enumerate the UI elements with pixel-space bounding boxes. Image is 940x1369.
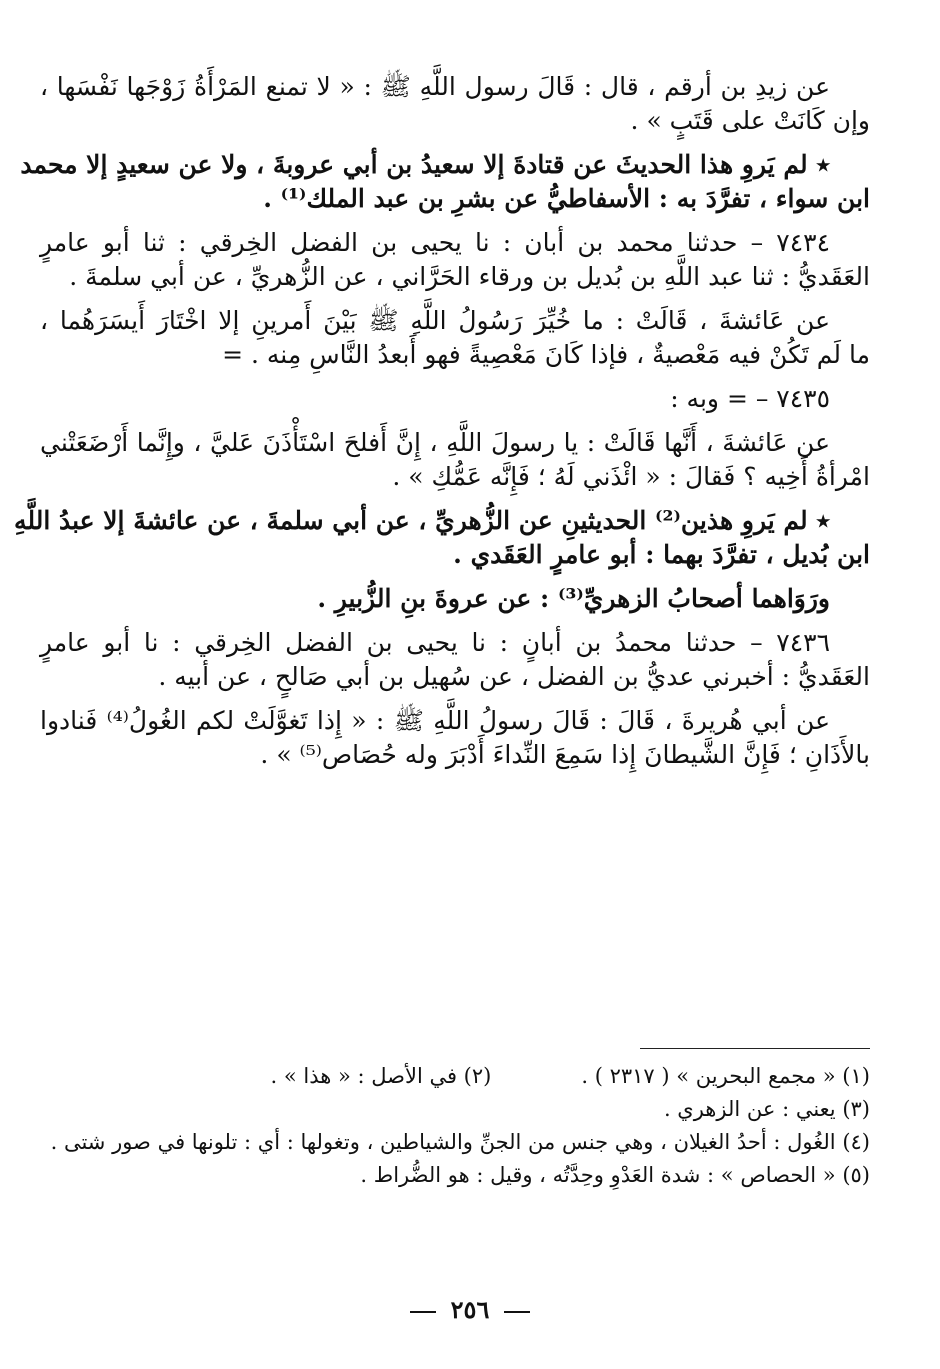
text-line: ٭ لم يَروِ هذا الحديثَ عن قتادةَ إلا سعيدُ بن أبي عروبةَ ، ولا عن سعيدٍ إلا محمد [20,150,830,179]
footnote-4: (٤) الغُول : أحدُ الغيلان ، وهي جنس من الجنِّ والشياطين ، وتغولها : أي : تلونها في صور شتى . [50,1130,870,1154]
footnote-5: (٥) « الحصاص » : شدة العَدْوِ وحِدَّتُه ، وقيل : هو الضُّراط . [360,1163,870,1187]
footnote-row [40,1060,870,1093]
footnotes [40,1060,870,1192]
page-number-value: ٢٥٦ [450,1295,490,1324]
comment-7435 [14,504,870,572]
text-line: ٧٤٣٤ – حدثنا محمد بن أبان : نا يحيى بن الفضل الخِرقي : ثنا أبو عامرٍ [40,228,830,257]
dash-right [410,1311,436,1313]
text-line: عن عَائشةَ ، قَالَتْ : ما خُيِّرَ رَسُولُ اللَّهِ ﷺ بَيْنَ أَمرينِ إلا اخْتَارَ أَيسَرَهُما ، [40,306,830,335]
dash-left [504,1311,530,1313]
page-body [14,70,870,782]
text-line: عن زيدِ بن أرقم ، قال : قَالَ رسول اللَّهِ ﷺ : « لا تمنع المَرْأَةُ زَوْجَها نَفْسَها ، [40,72,830,101]
text-line: بالأَذَانِ ؛ فَإِنَّ الشَّيطانَ إِذا سَمِعَ النِّداءَ أَدْبَرَ وله حُصَاص⁽⁵⁾ » . [260,740,870,769]
comment-7435b [40,582,870,616]
hadith-7436-isnad [40,626,870,694]
hadith-7434-isnad [40,226,870,294]
hadith-7435-isnad [40,382,870,416]
text-line: ابن سواء ، تفرَّدَ به : الأسفاطيُّ عن بشرِ بن عبد الملك⁽¹⁾ . [263,184,870,213]
text-line: العَقَديُّ : ثنا عبد اللَّهِ بن بُديل بن ورقاء الحَرَّاني ، عن الزُّهريِّ ، عن أبي سلمةَ . [69,262,870,291]
text-line: ابن بُديل ، تفرَّدَ بهما : أبو عامرٍ العَقَدي . [453,540,870,569]
hadith-7434-text [40,304,870,372]
text-line: ٭ لم يَروِ هذين⁽²⁾ الحديثينِ عن الزُّهريِّ ، عن أبي سلمةَ ، عن عائشةَ إلا عبدُ اللَّهِ [14,506,830,535]
text-line: ورَوَاهما أصحابُ الزهريِّ⁽³⁾ : عن عروةَ بنِ الزُّبيرِ . [317,584,830,613]
hadith-7433-text [40,70,870,138]
text-line: عن عَائشةَ ، أَنَّها قَالَتْ : يا رسولَ اللَّهِ ، إِنَّ أَفلحَ اسْتَأْذَنَ عَليَّ ، وإِنَّما أَرْضَعَتْني [40,428,830,457]
text-line: ٧٤٣٥ – = وبه : [670,384,830,413]
page-number [0,1295,940,1324]
text-line: امْرأةُ أَخِيه ؟ فَقالَ : « ائْذَني لَهُ ؛ فَإِنَّه عَمُّكِ » . [392,462,870,491]
text-line: عن أبي هُريرةَ ، قَالَ : قَالَ رسولُ اللَّهِ ﷺ : « إِذا تَغوَّلَتْ لكم الغُولُ⁽⁴⁾ فَنادوا [40,706,830,735]
comment-7433 [20,148,870,216]
text-line: وإن كَانَتْ على قَتَبٍ » . [630,106,870,135]
text-line: العَقَديُّ : أخبرني عديُّ بن الفضل ، عن سُهيل بن أبي صَالحٍ ، عن أبيه . [158,662,870,691]
text-line: ما لَم تَكُنْ فيه مَعْصيةٌ ، فإذا كَانَ مَعْصِيةً فهو أَبعدُ النَّاسِ مِنه . = [222,340,870,369]
footnote-2: (٢) في الأصل : « هذا » . [270,1064,492,1088]
hadith-7435-text [40,426,870,494]
footnote-1: (١) « مجمع البحرين » ( ٢٣١٧ ) . [581,1064,870,1088]
text-line: ٧٤٣٦ – حدثنا محمدُ بن أبانٍ : نا يحيى بن الفضل الخِرقي : نا أبو عامرٍ [40,628,830,657]
footnote-divider [640,1048,870,1049]
footnote-3: (٣) يعني : عن الزهري . [663,1097,870,1121]
hadith-7436-text [40,704,870,772]
